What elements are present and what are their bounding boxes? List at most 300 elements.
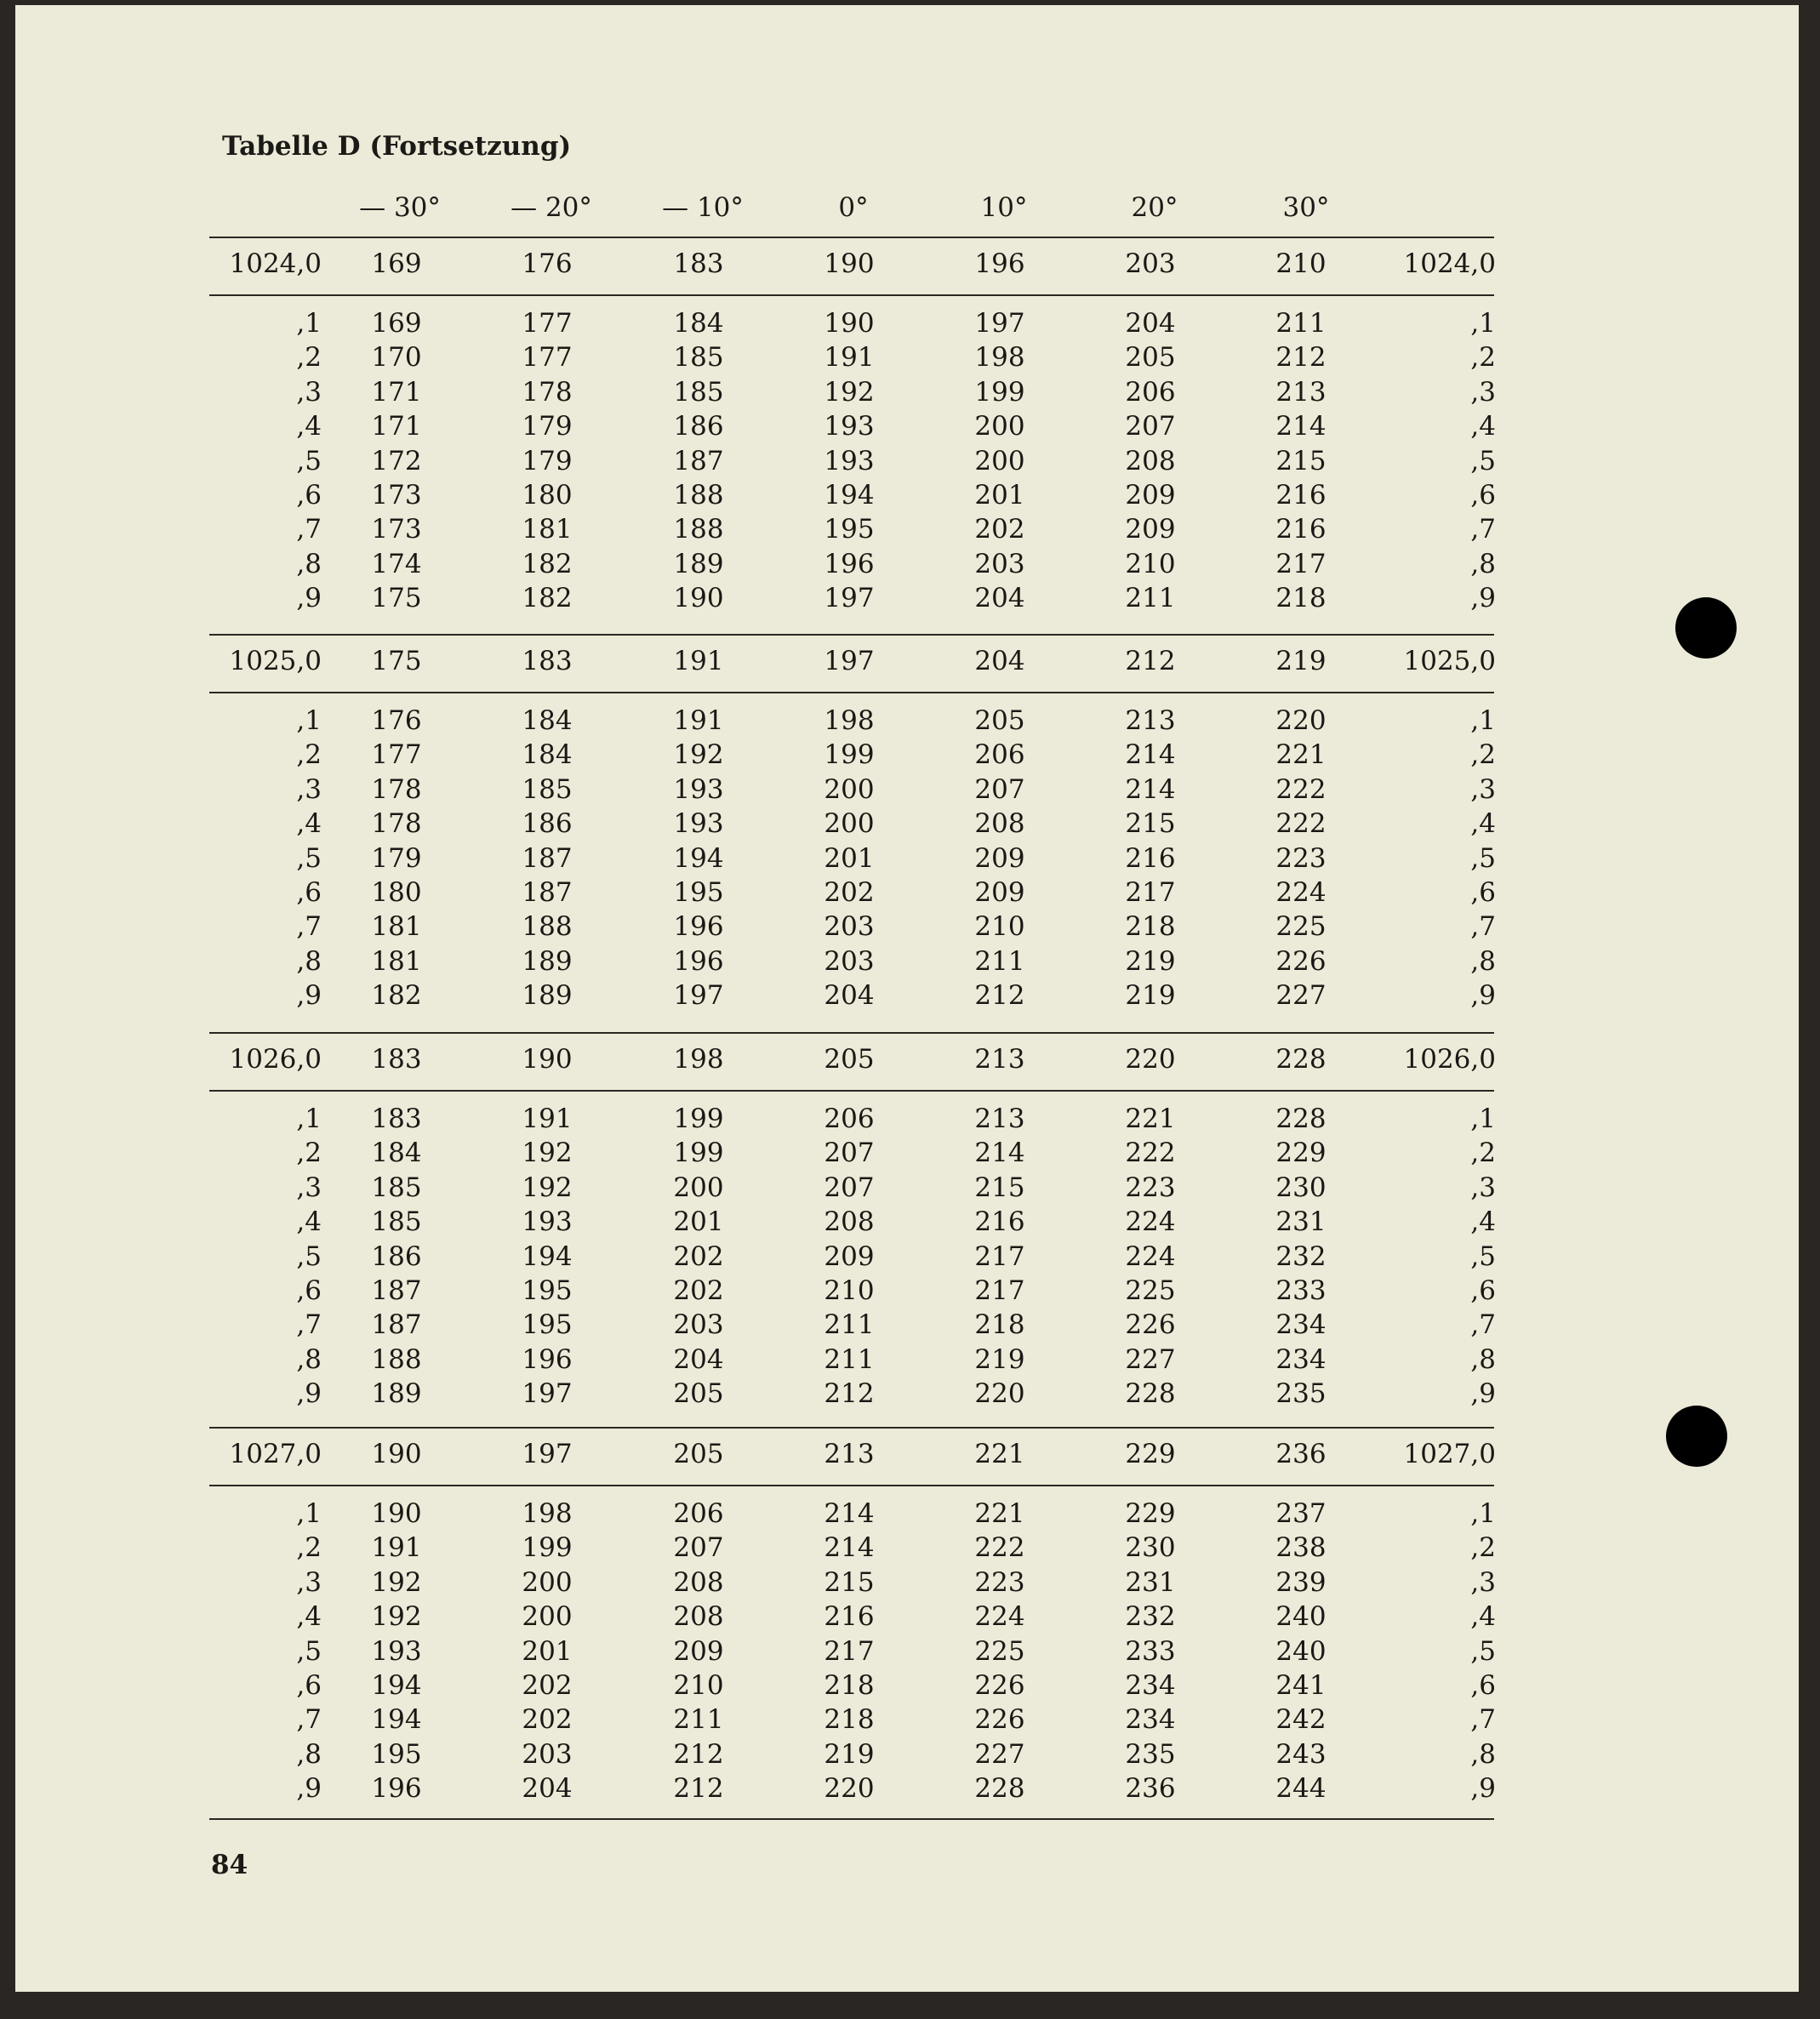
row-label-right: ,9	[1470, 980, 1496, 1011]
table-cell: 239	[1275, 1567, 1326, 1598]
table-cell: 225	[974, 1636, 1025, 1667]
punch-hole	[1675, 597, 1737, 659]
table-cell: 200	[824, 774, 875, 805]
table-cell: 190	[824, 308, 875, 339]
table-cell: 230	[1275, 1172, 1326, 1203]
table-cell: 190	[522, 1044, 573, 1075]
table-cell: 185	[371, 1206, 422, 1237]
table-cell: 198	[824, 705, 875, 736]
row-label: ,2	[296, 739, 322, 770]
table-row	[15, 774, 1799, 805]
table-row	[15, 1739, 1799, 1770]
row-label: ,4	[296, 1601, 322, 1632]
row-label: ,9	[296, 1773, 322, 1804]
table-cell: 212	[673, 1773, 724, 1804]
table-cell: 178	[371, 774, 422, 805]
table-cell: 188	[673, 514, 724, 545]
table-cell: 209	[974, 877, 1025, 908]
table-cell: 177	[522, 308, 573, 339]
table-row	[15, 1532, 1799, 1563]
table-cell: 197	[974, 308, 1025, 339]
table-cell: 181	[371, 946, 422, 977]
table-cell: 172	[371, 446, 422, 476]
table-cell: 209	[673, 1636, 724, 1667]
table-cell: 235	[1275, 1378, 1326, 1409]
row-label: ,9	[296, 1378, 322, 1409]
table-cell: 201	[824, 843, 875, 874]
table-cell: 195	[371, 1739, 422, 1770]
table-cell: 211	[824, 1309, 875, 1340]
table-cell: 187	[673, 446, 724, 476]
row-label: ,1	[296, 1498, 322, 1529]
row-label: 1026,0	[229, 1044, 322, 1075]
table-cell: 234	[1275, 1344, 1326, 1375]
table-cell: 218	[824, 1704, 875, 1735]
row-label-right: ,7	[1470, 1309, 1496, 1340]
row-label-right: ,8	[1470, 1344, 1496, 1375]
table-cell: 186	[371, 1241, 422, 1272]
row-label-right: ,4	[1470, 1601, 1496, 1632]
table-cell: 193	[673, 774, 724, 805]
table-cell: 237	[1275, 1498, 1326, 1529]
table-cell: 203	[974, 549, 1025, 579]
table-rule	[209, 1485, 1494, 1486]
column-header: 30°	[1282, 192, 1330, 223]
table-cell: 178	[371, 808, 422, 839]
table-cell: 214	[1125, 739, 1176, 770]
table-cell: 214	[824, 1498, 875, 1529]
table-cell: 228	[1125, 1378, 1176, 1409]
table-cell: 221	[974, 1498, 1025, 1529]
row-label: ,5	[296, 1636, 322, 1667]
table-row	[15, 1601, 1799, 1632]
table-cell: 206	[1125, 377, 1176, 408]
table-cell: 184	[522, 739, 573, 770]
row-label-right: ,5	[1470, 1636, 1496, 1667]
table-cell: 229	[1275, 1138, 1326, 1168]
table-cell: 227	[1275, 980, 1326, 1011]
table-cell: 179	[371, 843, 422, 874]
table-cell: 197	[522, 1439, 573, 1469]
table-cell: 221	[1125, 1104, 1176, 1134]
row-label: ,5	[296, 1241, 322, 1272]
table-rule	[209, 1818, 1494, 1820]
table-cell: 236	[1275, 1439, 1326, 1469]
table-cell: 192	[824, 377, 875, 408]
table-row	[15, 411, 1799, 442]
table-cell: 203	[522, 1739, 573, 1770]
table-cell: 228	[1275, 1044, 1326, 1075]
table-cell: 210	[974, 911, 1025, 942]
table-row	[15, 911, 1799, 942]
table-cell: 220	[974, 1378, 1025, 1409]
row-label-right: ,2	[1470, 1532, 1496, 1563]
table-cell: 215	[824, 1567, 875, 1598]
table-cell: 212	[673, 1739, 724, 1770]
table-cell: 213	[974, 1104, 1025, 1134]
table-cell: 192	[522, 1138, 573, 1168]
table-cell: 195	[824, 514, 875, 545]
table-cell: 190	[371, 1498, 422, 1529]
table-cell: 210	[824, 1275, 875, 1306]
table-cell: 196	[522, 1344, 573, 1375]
table-cell: 201	[974, 480, 1025, 510]
table-row	[15, 1275, 1799, 1306]
table-cell: 205	[673, 1378, 724, 1409]
table-cell: 196	[974, 248, 1025, 279]
table-cell: 211	[974, 946, 1025, 977]
table-cell: 232	[1275, 1241, 1326, 1272]
row-label: ,3	[296, 1172, 322, 1203]
table-cell: 182	[522, 583, 573, 613]
group-header-row	[15, 1044, 1799, 1075]
table-cell: 202	[522, 1704, 573, 1735]
row-label: ,5	[296, 843, 322, 874]
table-row	[15, 808, 1799, 839]
row-label-right: 1024,0	[1403, 248, 1496, 279]
row-label-right: ,6	[1470, 480, 1496, 510]
table-cell: 195	[522, 1309, 573, 1340]
table-cell: 197	[673, 980, 724, 1011]
row-label: ,9	[296, 980, 322, 1011]
table-cell: 212	[1125, 646, 1176, 676]
table-cell: 211	[1125, 583, 1176, 613]
table-cell: 241	[1275, 1670, 1326, 1701]
table-cell: 218	[974, 1309, 1025, 1340]
table-cell: 177	[371, 739, 422, 770]
table-cell: 189	[522, 980, 573, 1011]
row-label-right: 1026,0	[1403, 1044, 1496, 1075]
row-label: ,8	[296, 549, 322, 579]
table-cell: 208	[974, 808, 1025, 839]
table-cell: 185	[522, 774, 573, 805]
table-cell: 184	[371, 1138, 422, 1168]
table-row	[15, 1206, 1799, 1237]
group-header-row	[15, 248, 1799, 279]
table-cell: 226	[974, 1670, 1025, 1701]
table-cell: 243	[1275, 1739, 1326, 1770]
table-row	[15, 1498, 1799, 1529]
table-cell: 204	[1125, 308, 1176, 339]
table-cell: 227	[974, 1739, 1025, 1770]
row-label-right: ,8	[1470, 946, 1496, 977]
table-cell: 219	[974, 1344, 1025, 1375]
table-cell: 203	[824, 946, 875, 977]
table-cell: 213	[824, 1439, 875, 1469]
table-cell: 227	[1125, 1344, 1176, 1375]
row-label-right: ,1	[1470, 1498, 1496, 1529]
table-cell: 216	[1275, 480, 1326, 510]
row-label: ,8	[296, 946, 322, 977]
table-cell: 226	[1275, 946, 1326, 977]
table-cell: 217	[1125, 877, 1176, 908]
table-cell: 214	[974, 1138, 1025, 1168]
table-cell: 236	[1125, 1773, 1176, 1804]
table-cell: 193	[824, 446, 875, 476]
row-label: ,3	[296, 377, 322, 408]
row-label-right: ,6	[1470, 1670, 1496, 1701]
table-cell: 234	[1275, 1309, 1326, 1340]
table-cell: 221	[974, 1439, 1025, 1469]
table-cell: 215	[1125, 808, 1176, 839]
row-label-right: ,9	[1470, 1378, 1496, 1409]
table-cell: 185	[673, 342, 724, 373]
table-cell: 240	[1275, 1601, 1326, 1632]
table-cell: 204	[522, 1773, 573, 1804]
table-cell: 212	[1275, 342, 1326, 373]
table-cell: 211	[824, 1344, 875, 1375]
table-cell: 197	[522, 1378, 573, 1409]
row-label-right: ,2	[1470, 342, 1496, 373]
table-cell: 176	[522, 248, 573, 279]
table-cell: 233	[1275, 1275, 1326, 1306]
table-cell: 220	[824, 1773, 875, 1804]
table-cell: 203	[1125, 248, 1176, 279]
table-row	[15, 1172, 1799, 1203]
table-cell: 208	[673, 1567, 724, 1598]
table-cell: 192	[371, 1601, 422, 1632]
table-row	[15, 705, 1799, 736]
row-label-right: ,5	[1470, 843, 1496, 874]
table-cell: 216	[824, 1601, 875, 1632]
table-cell: 212	[974, 980, 1025, 1011]
table-cell: 208	[824, 1206, 875, 1237]
table-cell: 212	[824, 1378, 875, 1409]
table-cell: 235	[1125, 1739, 1176, 1770]
table-cell: 187	[522, 843, 573, 874]
table-cell: 203	[824, 911, 875, 942]
table-cell: 202	[974, 514, 1025, 545]
row-label-right: ,5	[1470, 446, 1496, 476]
table-cell: 216	[1275, 514, 1326, 545]
table-cell: 209	[974, 843, 1025, 874]
table-row	[15, 308, 1799, 339]
table-cell: 169	[371, 248, 422, 279]
table-cell: 190	[371, 1439, 422, 1469]
table-cell: 207	[824, 1138, 875, 1168]
table-rule	[209, 237, 1494, 238]
column-header: 0°	[838, 192, 869, 223]
table-cell: 196	[673, 946, 724, 977]
table-cell: 202	[673, 1275, 724, 1306]
table-cell: 228	[1275, 1104, 1326, 1134]
table-cell: 174	[371, 549, 422, 579]
row-label-right: ,4	[1470, 411, 1496, 442]
row-label-right: ,2	[1470, 739, 1496, 770]
row-label: ,2	[296, 1138, 322, 1168]
table-cell: 187	[371, 1275, 422, 1306]
table-rule	[209, 634, 1494, 636]
table-cell: 175	[371, 646, 422, 676]
row-label-right: ,8	[1470, 1739, 1496, 1770]
table-cell: 233	[1125, 1636, 1176, 1667]
table-cell: 217	[974, 1275, 1025, 1306]
table-cell: 198	[522, 1498, 573, 1529]
row-label: ,4	[296, 808, 322, 839]
table-cell: 222	[1125, 1138, 1176, 1168]
table-cell: 177	[522, 342, 573, 373]
table-row	[15, 549, 1799, 579]
table-cell: 184	[522, 705, 573, 736]
row-label-right: 1025,0	[1403, 646, 1496, 676]
row-label: ,8	[296, 1739, 322, 1770]
table-cell: 207	[824, 1172, 875, 1203]
table-cell: 210	[1125, 549, 1176, 579]
row-label-right: ,1	[1470, 308, 1496, 339]
table-cell: 201	[522, 1636, 573, 1667]
table-cell: 217	[824, 1636, 875, 1667]
row-label-right: ,8	[1470, 549, 1496, 579]
table-cell: 206	[824, 1104, 875, 1134]
punch-hole	[1666, 1406, 1727, 1467]
table-cell: 204	[974, 646, 1025, 676]
table-row	[15, 1636, 1799, 1667]
row-label-right: ,7	[1470, 514, 1496, 545]
row-label-right: ,4	[1470, 808, 1496, 839]
table-cell: 197	[824, 583, 875, 613]
table-cell: 209	[824, 1241, 875, 1272]
table-row	[15, 980, 1799, 1011]
table-cell: 210	[673, 1670, 724, 1701]
table-cell: 226	[974, 1704, 1025, 1735]
table-row	[15, 1773, 1799, 1804]
table-cell: 211	[673, 1704, 724, 1735]
table-cell: 223	[974, 1567, 1025, 1598]
table-cell: 205	[824, 1044, 875, 1075]
row-label: ,6	[296, 480, 322, 510]
table-cell: 175	[371, 583, 422, 613]
table-cell: 195	[522, 1275, 573, 1306]
table-cell: 213	[1275, 377, 1326, 408]
table-cell: 234	[1125, 1704, 1176, 1735]
row-label: ,6	[296, 1670, 322, 1701]
table-cell: 182	[522, 549, 573, 579]
table-cell: 200	[974, 411, 1025, 442]
row-label: ,3	[296, 774, 322, 805]
column-header: — 10°	[662, 192, 744, 223]
table-cell: 171	[371, 377, 422, 408]
row-label: ,1	[296, 705, 322, 736]
row-label-right: ,6	[1470, 877, 1496, 908]
table-cell: 183	[673, 248, 724, 279]
row-label: ,6	[296, 1275, 322, 1306]
table-cell: 226	[1125, 1309, 1176, 1340]
row-label: 1024,0	[229, 248, 322, 279]
table-cell: 170	[371, 342, 422, 373]
table-cell: 182	[371, 980, 422, 1011]
table-cell: 221	[1275, 739, 1326, 770]
table-cell: 215	[1275, 446, 1326, 476]
table-cell: 196	[371, 1773, 422, 1804]
table-row	[15, 514, 1799, 545]
table-cell: 219	[1125, 946, 1176, 977]
table-cell: 186	[673, 411, 724, 442]
table-cell: 173	[371, 514, 422, 545]
table-cell: 209	[1125, 514, 1176, 545]
table-cell: 188	[371, 1344, 422, 1375]
table-row	[15, 946, 1799, 977]
row-label: ,7	[296, 514, 322, 545]
table-cell: 180	[371, 877, 422, 908]
table-row	[15, 1104, 1799, 1134]
table-cell: 191	[824, 342, 875, 373]
table-cell: 188	[522, 911, 573, 942]
row-label: ,2	[296, 342, 322, 373]
row-label: ,6	[296, 877, 322, 908]
table-cell: 207	[974, 774, 1025, 805]
table-cell: 232	[1125, 1601, 1176, 1632]
table-cell: 188	[673, 480, 724, 510]
table-cell: 207	[673, 1532, 724, 1563]
table-cell: 181	[522, 514, 573, 545]
table-cell: 219	[1125, 980, 1176, 1011]
table-cell: 208	[673, 1601, 724, 1632]
table-cell: 228	[974, 1773, 1025, 1804]
table-cell: 209	[1125, 480, 1176, 510]
table-cell: 240	[1275, 1636, 1326, 1667]
table-row	[15, 1670, 1799, 1701]
row-label-right: ,3	[1470, 377, 1496, 408]
table-row	[15, 1241, 1799, 1272]
row-label-right: ,3	[1470, 774, 1496, 805]
table-cell: 231	[1125, 1567, 1176, 1598]
table-cell: 194	[371, 1704, 422, 1735]
table-cell: 194	[824, 480, 875, 510]
table-cell: 203	[673, 1309, 724, 1340]
table-cell: 198	[974, 342, 1025, 373]
table-cell: 214	[1275, 411, 1326, 442]
table-cell: 189	[673, 549, 724, 579]
column-header: — 20°	[511, 192, 592, 223]
table-cell: 199	[974, 377, 1025, 408]
table-cell: 206	[673, 1498, 724, 1529]
table-cell: 193	[824, 411, 875, 442]
table-row	[15, 739, 1799, 770]
table-cell: 187	[371, 1309, 422, 1340]
table-row	[15, 1138, 1799, 1168]
table-cell: 206	[974, 739, 1025, 770]
table-cell: 183	[522, 646, 573, 676]
column-header: — 30°	[359, 192, 441, 223]
table-cell: 197	[824, 646, 875, 676]
row-label-right: ,1	[1470, 1104, 1496, 1134]
table-cell: 214	[824, 1532, 875, 1563]
table-row	[15, 877, 1799, 908]
table-title: Tabelle D (Fortsetzung)	[222, 131, 572, 162]
table-cell: 218	[1125, 911, 1176, 942]
table-cell: 193	[673, 808, 724, 839]
table-cell: 218	[1275, 583, 1326, 613]
table-cell: 200	[522, 1601, 573, 1632]
table-cell: 224	[1125, 1206, 1176, 1237]
table-cell: 216	[974, 1206, 1025, 1237]
column-header: 10°	[980, 192, 1028, 223]
table-cell: 229	[1125, 1439, 1176, 1469]
table-row	[15, 1309, 1799, 1340]
row-label: ,4	[296, 1206, 322, 1237]
table-cell: 187	[522, 877, 573, 908]
table-rule	[209, 1427, 1494, 1429]
table-cell: 210	[1275, 248, 1326, 279]
table-cell: 238	[1275, 1532, 1326, 1563]
row-label: 1027,0	[229, 1439, 322, 1469]
table-cell: 208	[1125, 446, 1176, 476]
row-label: 1025,0	[229, 646, 322, 676]
table-cell: 225	[1275, 911, 1326, 942]
table-cell: 200	[522, 1567, 573, 1598]
table-cell: 199	[824, 739, 875, 770]
table-cell: 169	[371, 308, 422, 339]
